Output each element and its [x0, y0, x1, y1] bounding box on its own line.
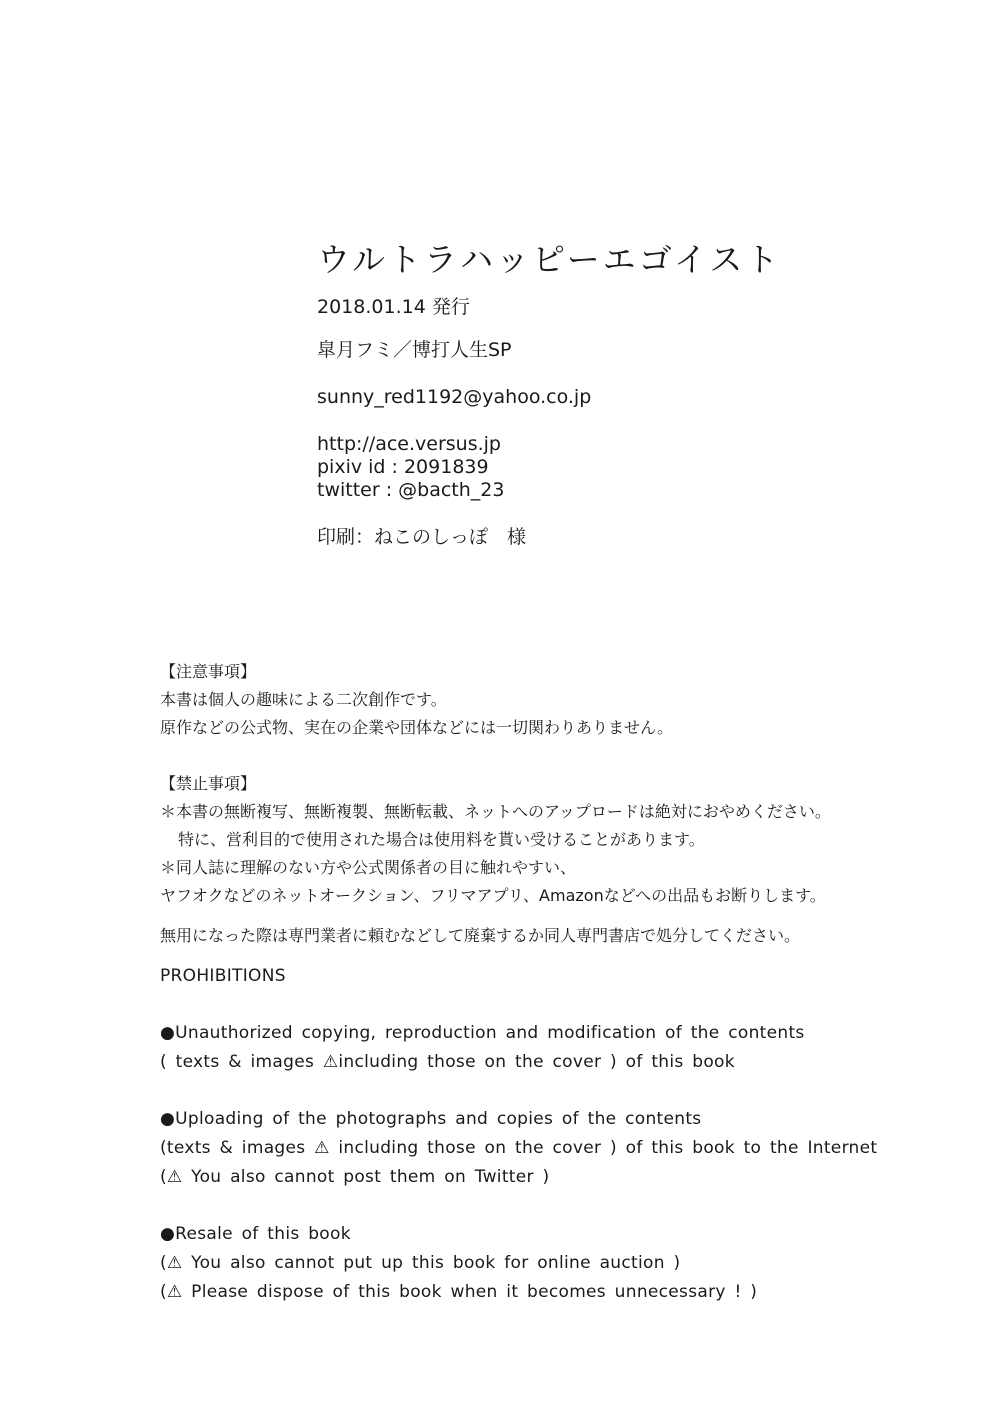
printer-credit: 印刷：ねこのしっぽ 様 [317, 526, 527, 548]
disposal-line: 無用になった際は専門業者に頼むなどして廃棄するか同人専門書店で処分してください。 [160, 926, 801, 945]
pixiv-id: pixiv id : 2091839 [317, 456, 489, 478]
en-prohibition-line: ●Unauthorized copying, reproduction and modification of the contents [160, 1023, 805, 1043]
en-prohibition-line: (⚠ You also cannot post them on Twitter ) [160, 1167, 550, 1187]
colophon [317, 238, 917, 549]
notice-section [160, 658, 960, 1307]
contact-email: sunny_red1192@yahoo.co.jp [317, 386, 592, 408]
en-prohibition-line: (texts & images ⚠ including those on the cover ) of this book to the Internet [160, 1138, 878, 1158]
caution-line: 本書は個人の趣味による二次創作です。 [160, 690, 447, 709]
publish-date: 2018.01.14 発行 [317, 296, 470, 318]
prohibited-heading: 【禁止事項】 [160, 774, 257, 793]
prohibited-line: 特に、営利目的で使用された場合は使用料を貰い受けることがあります。 [178, 830, 705, 849]
prohibited-line: ＊本書の無断複写、無断複製、無断転載、ネットへのアップロードは絶対におやめください。 [160, 802, 831, 821]
en-prohibitions-heading: PROHIBITIONS [160, 966, 286, 986]
book-title: ウルトラハッピーエゴイスト [317, 240, 782, 279]
caution-heading: 【注意事項】 [160, 662, 257, 681]
en-prohibition-line: (⚠ You also cannot put up this book for online auction ) [160, 1253, 681, 1273]
en-prohibition-line: (⚠ Please dispose of this book when it becomes unnecessary ! ) [160, 1282, 758, 1302]
author-circle: 皐月フミ／博打人生SP [317, 339, 512, 361]
en-prohibition-line: ( texts & images ⚠including those on the cover ) of this book [160, 1052, 735, 1072]
twitter-handle: twitter : @bacth_23 [317, 479, 505, 501]
en-prohibition-line: ●Resale of this book [160, 1224, 351, 1244]
prohibited-line: ヤフオクなどのネットオークション、フリマアプリ、Amazonなどへの出品もお断りします。 [160, 886, 826, 905]
prohibited-line: ＊同人誌に理解のない方や公式関係者の目に触れやすい、 [160, 858, 577, 877]
website-url: http://ace.versus.jp [317, 433, 501, 455]
caution-line: 原作などの公式物、実在の企業や団体などには一切関わりありません。 [160, 718, 673, 737]
en-prohibition-line: ●Uploading of the photographs and copies of the contents [160, 1109, 702, 1129]
